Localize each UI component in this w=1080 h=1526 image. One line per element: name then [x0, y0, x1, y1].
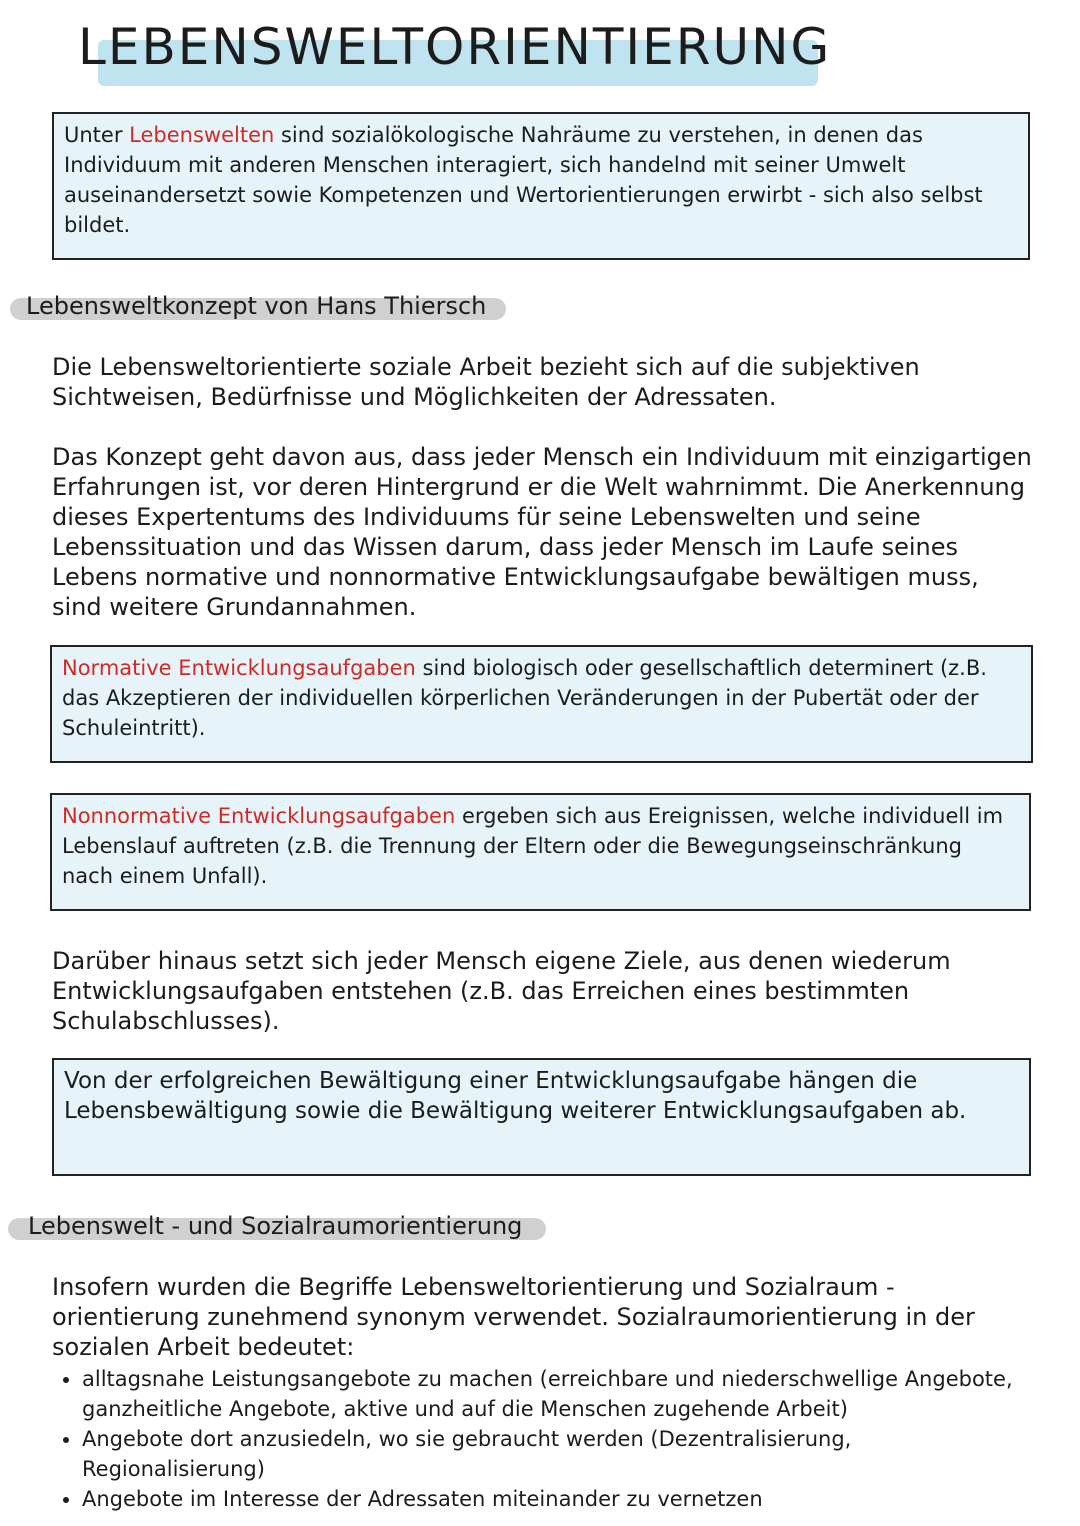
nonnormative-text: Nonnormative Entwicklungsaufgaben ergeben sich aus Ereignissen, welche individuell im Lebenslauf auftreten (z.B. die Trennung der Eltern oder die Bewegungseinschränkung nach einem Unfall).	[62, 804, 1004, 888]
paragraph-goals: Darüber hinaus setzt sich jeder Mensch eigene Ziele, aus denen wiederum Entwicklungsaufgaben entstehen (z.B. das Erreichen eines bestimmten Schulabschlusses).	[52, 947, 951, 1035]
paragraph-concept: Das Konzept geht davon aus, dass jeder Mensch ein Individuum mit einzigartigen Erfahrungen ist, vor deren Hintergrund er die Welt wahrnimmt. Die Anerkennung dieses Expertentums des Individuums für seine Lebenswelten und seine Lebenssituation und das Wissen darum, dass jeder Mensch im Laufe seines Lebens normative und nonnormative Entwicklungsaufgabe bewältigen muss, sind weitere Grundannahmen.	[52, 443, 1032, 621]
nonnormative-term: Nonnormative Entwicklungsaufgaben	[62, 804, 456, 828]
definition-box	[52, 112, 1030, 260]
section-heading-thiersch: Lebensweltkonzept von Hans Thiersch	[26, 292, 486, 320]
normative-box	[50, 645, 1033, 763]
nonnormative-box	[50, 793, 1031, 911]
list-item: • Angebote dort anzusiedeln, wo sie gebraucht werden (Dezentralisierung, Regionalisierung)	[82, 1424, 1032, 1484]
success-text: Von der erfolgreichen Bewältigung einer Entwicklungsaufgabe hängen die Lebensbewältigung sowie die Bewältigung weiterer Entwicklungsaufgaben ab.	[64, 1068, 967, 1124]
title-block	[78, 18, 831, 76]
bullet-list	[56, 1364, 1032, 1514]
normative-term: Normative Entwicklungsaufgaben	[62, 656, 416, 680]
page-title: LEBENSWELTORIENTIERUNG	[78, 18, 832, 76]
list-item: • alltagsnahe Leistungsangebote zu machen (erreichbare und niederschwellige Angebote, ganzheitliche Angebote, aktive und auf die Menschen zugehende Arbeit)	[82, 1364, 1032, 1424]
list-item: • Angebote im Interesse der Adressaten miteinander zu vernetzen	[82, 1484, 1032, 1514]
definition-text: Unter Lebenswelten sind sozialökologische Nahräume zu verstehen, in denen das Individuum mit anderen Menschen interagiert, sich handelnd mit seiner Umwelt auseinandersetzt sowie Kompetenzen und Wertorientierungen erwirbt - sich also selbst bildet.	[64, 123, 983, 237]
section-heading-sozialraum: Lebenswelt - und Sozialraumorientierung	[28, 1212, 522, 1240]
normative-text: Normative Entwicklungsaufgaben sind biologisch oder gesellschaftlich determinert (z.B. das Akzeptieren der individuellen körperlichen Veränderungen in der Pubertät oder der Schuleintritt).	[62, 656, 987, 740]
definition-term: Lebenswelten	[129, 123, 275, 147]
success-box	[52, 1058, 1031, 1176]
paragraph-sozialraum: Insofern wurden die Begriffe Lebensweltorientierung und Sozialraum - orientierung zunehmend synonym verwendet. Sozialraumorientierung in der sozialen Arbeit bedeutet:	[52, 1273, 975, 1361]
paragraph-intro: Die Lebensweltorientierte soziale Arbeit bezieht sich auf die subjektiven Sichtweisen, Bedürfnisse und Möglichkeiten der Adressaten.	[52, 353, 920, 411]
